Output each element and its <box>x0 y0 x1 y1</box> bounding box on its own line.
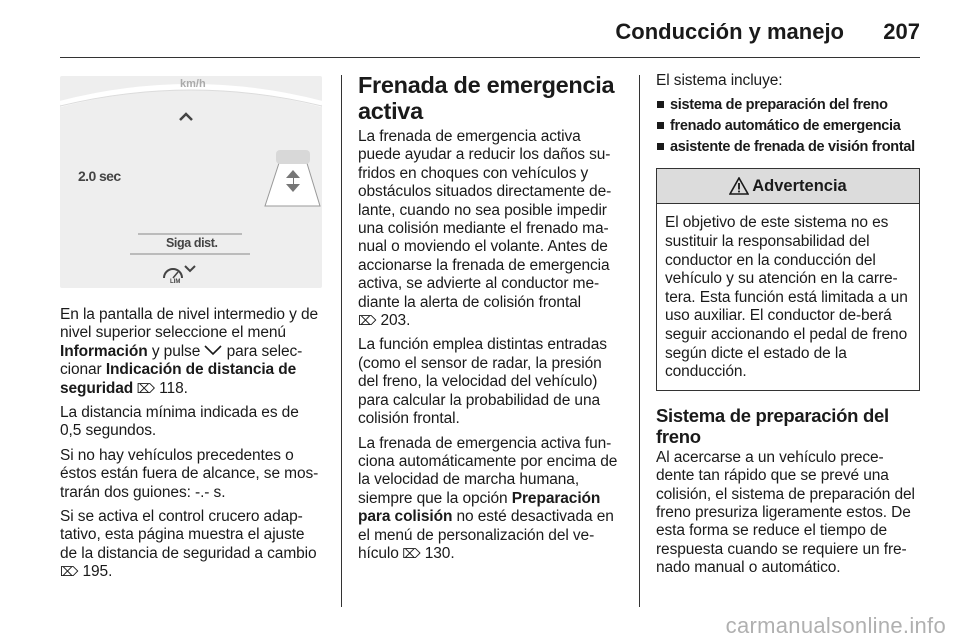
paragraph: Si no hay vehículos precedentes o éstos están fuera de alcance, se mos-trarán dos guiones: -.- s. <box>60 446 319 501</box>
column-3 <box>656 72 920 584</box>
reference-arrow-icon: ⌦ <box>398 545 421 561</box>
column-2 <box>358 72 622 569</box>
paragraph: La distancia mínima indicada es de 0,5 segundos. <box>60 404 299 440</box>
list-item: sistema de preparación del freno <box>656 96 920 114</box>
chevron-up-icon <box>180 114 192 120</box>
paragraph: Si se activa el control crucero adap-tativo, esta página muestra el ajuste de la distancia de seguridad a cambio ⌦ 195. <box>60 508 317 581</box>
reference-arrow-icon: ⌦ <box>358 313 377 329</box>
instrument-display-image <box>60 76 322 288</box>
paragraph: El sistema incluye: <box>656 72 783 89</box>
car-icon <box>276 150 310 164</box>
reference-arrow-icon: ⌦ <box>60 564 79 580</box>
warning-box <box>656 168 920 390</box>
column-1 <box>60 72 324 588</box>
reference-arrow-icon: ⌦ <box>133 380 155 396</box>
lim-label: LIM <box>170 279 181 285</box>
section-heading: Frenada de emergencia activa <box>358 72 615 124</box>
section-title: Conducción y manejo <box>615 19 844 44</box>
list-item: frenado automático de emergencia <box>656 117 920 135</box>
paragraph: La frenada de emergencia activa fun-ciona automáticamente por encima de la velocidad de marcha humana, siempre que la opción Preparación para colisión no esté desactivada en el menú de personalización del ve-hículo ⌦ 130. <box>358 434 618 562</box>
paragraph: La frenada de emergencia activa puede ayudar a reducir los daños su-fridos en choques con vehículos y obstáculos situados directamente de-lante, cuando no sea posible impedir una colisión mediante el frenado ma-nual o moviendo el volante. Antes de accionarse la frenada de emergencia activa, se advierte al conductor me-diante la alerta de colisión frontal ⌦ 203. <box>358 128 612 330</box>
speed-unit: km/h <box>180 78 206 90</box>
paragraph: La función emplea distintas entradas (como el sensor de radar, la presión del freno, la velocidad del vehículo) para calcular la probabilidad de una colisión frontal. <box>358 336 607 428</box>
page-header <box>0 0 960 60</box>
warning-header <box>657 169 919 204</box>
paragraph: Al acercarse a un vehículo prece-dente tan rápido que se prevé una colisión, el sistema de preparación del freno presuriza ligeramente estos. De esta forma se reduce el tiempo de respuesta cuando se requiere un fre-nado manual o automático. <box>656 448 915 577</box>
follow-distance-label: Siga dist. <box>166 236 218 250</box>
warning-title: Advertencia <box>752 176 847 195</box>
column-divider <box>639 75 640 607</box>
column-divider <box>341 75 342 607</box>
chevron-down-icon <box>185 266 195 271</box>
warning-triangle-icon <box>729 177 749 195</box>
page-number: 207 <box>883 19 920 44</box>
header-rule <box>60 57 920 58</box>
list-item: asistente de frenada de visión frontal <box>656 138 920 156</box>
watermark: carmanualsonline.info <box>725 613 946 638</box>
feature-list <box>656 96 920 156</box>
speed-limiter-icon <box>164 269 182 278</box>
subsection-heading: Sistema de preparación del freno <box>656 404 889 447</box>
chevron-down-icon <box>204 345 222 356</box>
warning-text: El objetivo de este sistema no es sustituir la responsabilidad del conductor en la conducción del vehículo y su atención en la carre-tera. Esta función está limitada a un uso auxiliar. El conductor de-berá seguir accionando el pedal de freno según dicte el estado de la conducción. <box>665 214 908 381</box>
time-gap-value: 2.0 sec <box>78 168 121 184</box>
paragraph: En la pantalla de nivel intermedio y de nivel superior seleccione el menú Información y pulse para selec-cionar Indicación de distancia de seguridad ⌦ 118. <box>60 306 319 397</box>
warning-body <box>657 204 919 389</box>
